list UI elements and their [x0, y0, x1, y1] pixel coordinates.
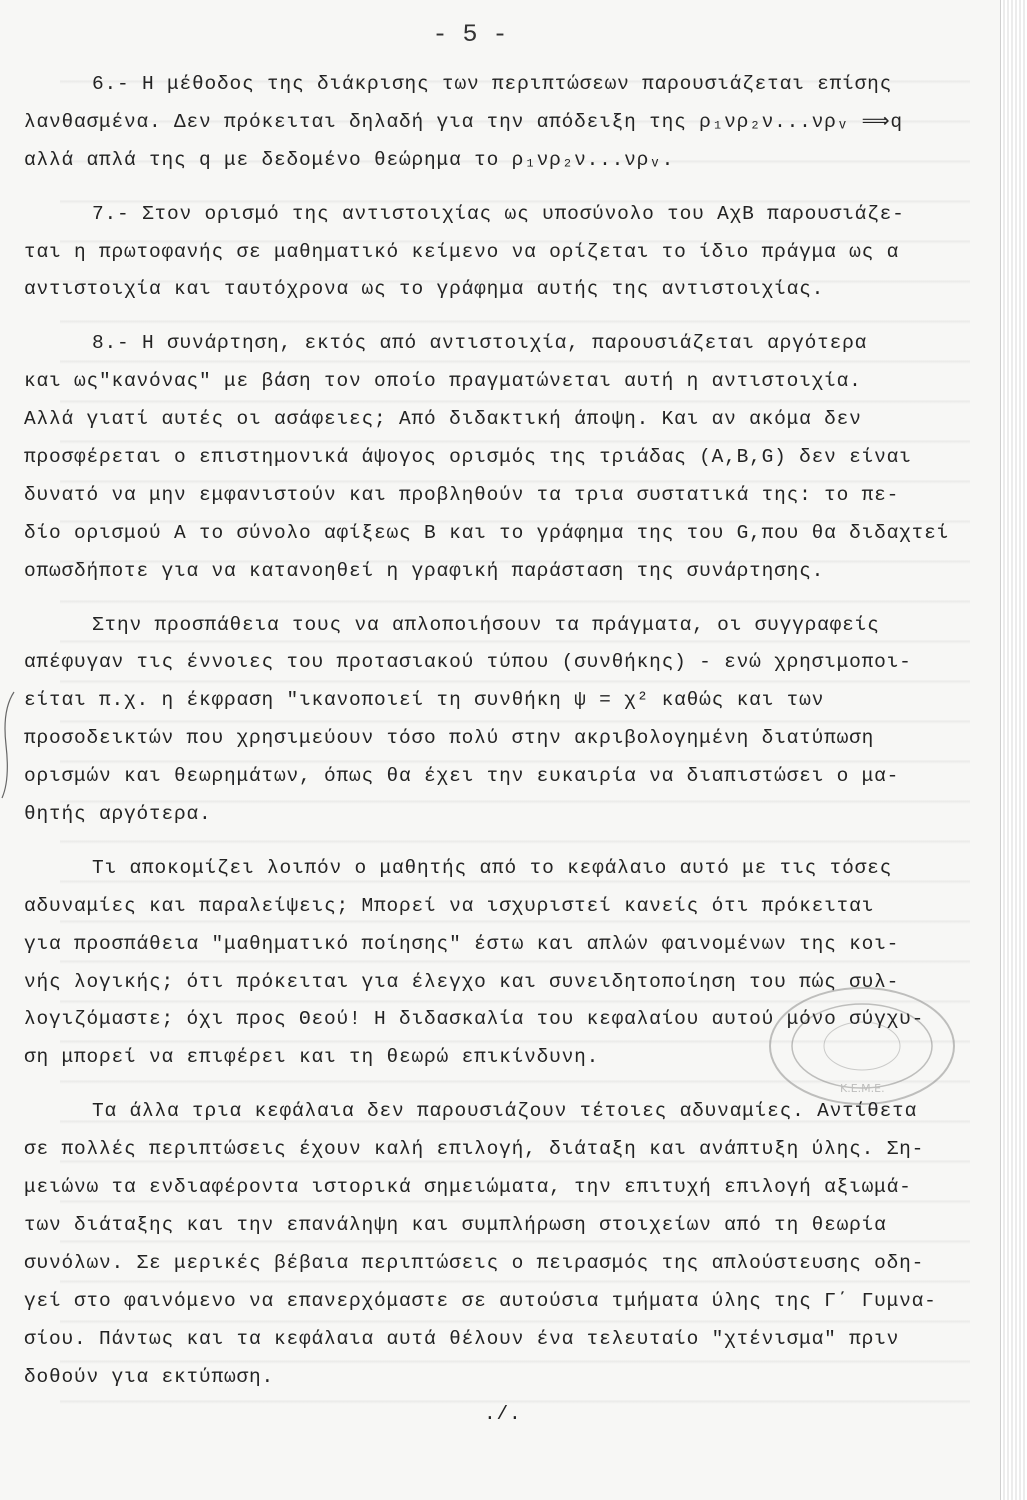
continuation-mark: ./.: [484, 1403, 522, 1426]
para-11-line-4: των διάταξης και την επανάληψη και συμπλήρωση στοιχείων από τη θεωρία: [24, 1213, 887, 1236]
para-7-line-1: 7.- Στον ορισμό της αντιστοιχίας ως υποσύνολο του ΑχΒ παρουσιάζε-: [92, 202, 905, 225]
spacer: [24, 180, 964, 196]
spacer: [24, 309, 964, 325]
body-text: [24, 66, 964, 1434]
para-11-line-8: δοθούν για εκτύπωση.: [24, 1365, 275, 1388]
para-11-line-5: συνόλων. Σε μερικές βέβαια περιπτώσεις ο πειρασμός της απλούστευσης οδη-: [24, 1251, 925, 1274]
para-8-line-3: Αλλά γιατί αυτές οι ασάφειες; Από διδακτική άποψη. Και αν ακόμα δεν: [24, 408, 862, 431]
page-number: - 5 -: [432, 20, 508, 49]
para-11-line-6: γεί στο φαινόμενο να επανερχόμαστε σε αυτούσια τμήματα ύλης της Γ΄ Γυμνα-: [24, 1289, 937, 1312]
para-10-line-1: Τι αποκομίζει λοιπόν ο μαθητής από το κεφάλαιο αυτό με τις τόσες: [92, 856, 893, 879]
para-8-line-2: και ως"κανόνας" με βάση τον οποίο πραγματώνεται αυτή η αντιστοιχία.: [24, 370, 862, 393]
spacer: [24, 591, 964, 607]
para-8-line-5: δυνατό να μην εμφανιστούν και προβληθούν τα τρια συστατικά της: το πε-: [24, 483, 900, 506]
para-10-line-6: ση μπορεί να επιφέρει και τη θεωρώ επικίνδυνη.: [24, 1046, 600, 1069]
para-6-line-1: 6.- Η μέθοδος της διάκρισης των περιπτώσεων παρουσιάζεται επίσης: [92, 73, 893, 95]
para-9-line-3: είται π.χ. η έκφραση "ικανοποιεί τη συνθήκη ψ = χ² καθώς και των: [24, 689, 825, 712]
para-9-line-4: προσοδεικτών που χρησιμεύουν τόσο πολύ στην ακριβολογημένη διατύπωση: [24, 727, 875, 750]
svg-text:K.E.M.E.: K.E.M.E.: [840, 1082, 885, 1095]
para-11-line-3: μειώνω τα ενδιαφέροντα ιστορικά σημειώματα, την επιτυχή επιλογή αξιωμά-: [24, 1176, 912, 1199]
para-8-line-6: δίο ορισμού Α το σύνολο αφίξεως Β και το γράφημα της του G,που θα διδαχτεί: [24, 521, 950, 544]
para-8-line-7: οπωσδήποτε για να κατανοηθεί η γραφική παράσταση της συνάρτησης.: [24, 559, 825, 582]
spacer: [24, 834, 964, 850]
page-stack-edge: [1000, 0, 1027, 1500]
para-9-line-6: θητής αργότερα.: [24, 803, 212, 826]
para-8-line-4: προσφέρεται ο επιστημονικά άψογος ορισμός της τριάδας (A,B,G) δεν είναι: [24, 446, 912, 469]
para-10-line-2: αδυναμίες και παραλείψεις; Μπορεί να ισχυριστεί κανείς ότι πρόκειται: [24, 894, 875, 917]
para-9-line-5: ορισμών και θεωρημάτων, όπως θα έχει την ευκαιρία να διαπιστώσει ο μα-: [24, 765, 900, 788]
para-9-line-1: Στην προσπάθεια τους να απλοποιήσουν τα πράγματα, οι συγγραφείς: [92, 613, 880, 636]
para-7-line-3: αντιστοιχία και ταυτόχρονα ως το γράφημα αυτής της αντιστοιχίας.: [24, 278, 825, 301]
margin-bracket: [0, 690, 16, 800]
para-8-line-1: 8.- Η συνάρτηση, εκτός από αντιστοιχία, παρουσιάζεται αργότερα: [92, 332, 868, 355]
para-11-line-1: Τα άλλα τρια κεφάλαια δεν παρουσιάζουν τέτοιες αδυναμίες. Αντίθετα: [92, 1100, 918, 1123]
para-6-line-3: αλλά απλά της q με δεδομένο θεώρημα το ρ₁νρ₂ν...νρᵥ.: [24, 148, 675, 171]
para-10-line-3: για προσπάθεια "μαθηματικό ποίησης" έστω και απλών φαινομένων της κοι-: [24, 932, 900, 955]
para-7-line-2: ται η πρωτοφανής σε μαθηματικό κείμενο να ορίζεται το ίδιο πράγμα ως α: [24, 240, 900, 263]
para-6-line-2: λανθασμένα. Δεν πρόκειται δηλαδή για την απόδειξη της ρ₁νρ₂ν...νρᵥ ⟹q: [24, 110, 903, 133]
para-9-line-2: απέφυγαν τις έννοιες του προτασιακού τύπου (συνθήκης) - ενώ χρησιμοποι-: [24, 651, 912, 674]
para-11-line-7: σίου. Πάντως και τα κεφάλαια αυτά θέλουν ένα τελευταίο "χτένισμα" πριν: [24, 1327, 900, 1350]
para-10-line-5: λογιζόμαστε; όχι προς Θεού! Η διδασκαλία του κεφαλαίου αυτού μόνο σύγχυ-: [24, 1008, 925, 1031]
para-10-line-4: νής λογικής; ότι πρόκειται για έλεγχο και συνειδητοποίηση του πώς συλ-: [24, 970, 900, 993]
para-11-line-2: σε πολλές περιπτώσεις έχουν καλή επιλογή, διάταξη και ανάπτυξη ύλης. Ση-: [24, 1138, 925, 1161]
spacer: [24, 1077, 964, 1093]
